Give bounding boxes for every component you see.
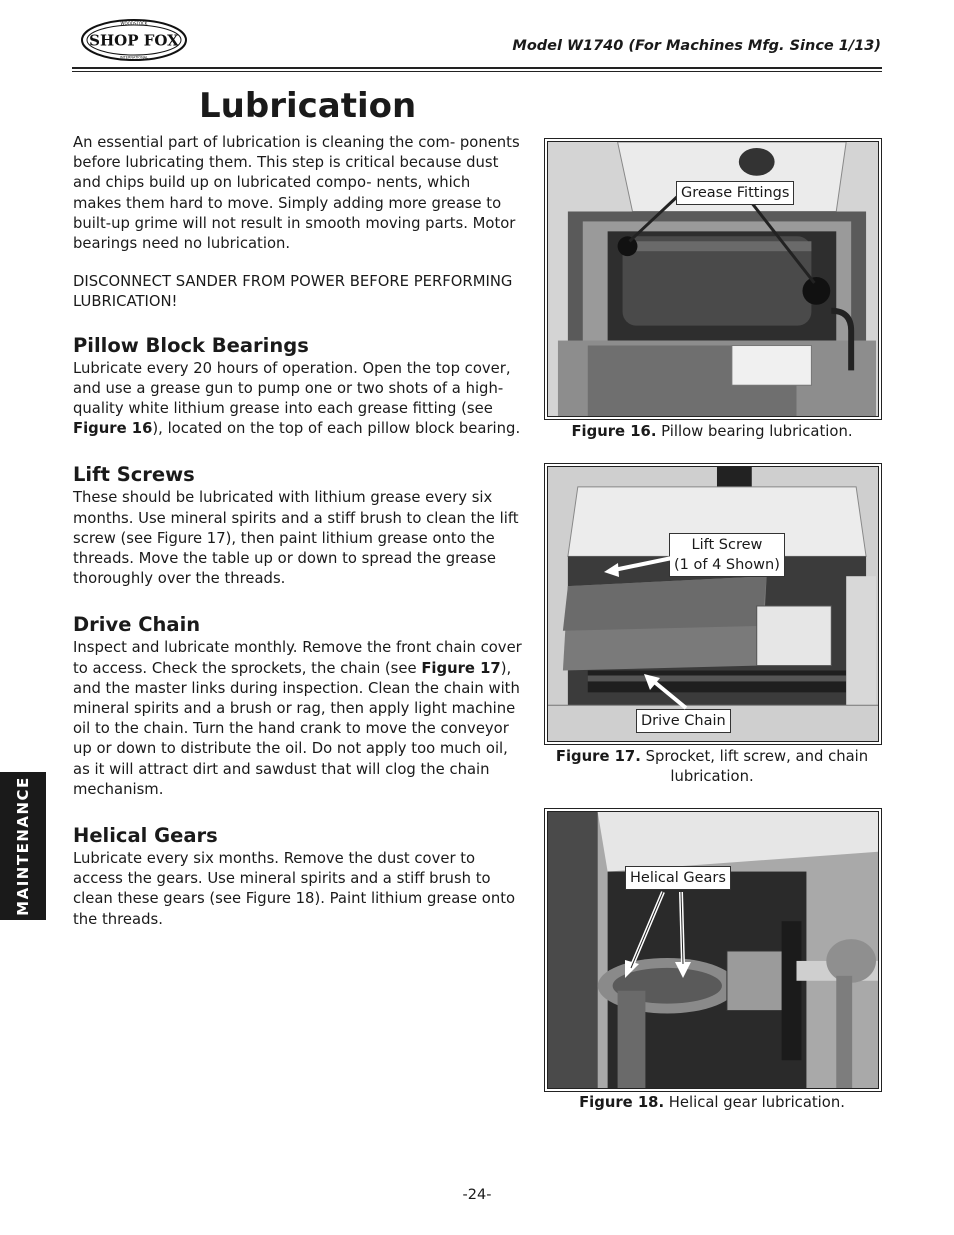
callout-lift-screw xyxy=(669,533,785,577)
callout-lift-screw-line2: (1 of 4 Shown) xyxy=(674,557,780,573)
intro-paragraph: An essential part of lubrication is cleaning the com- ponents before lubricating them. This step is critical because dust and chips build up on lubricated compo- nents, which makes them hard to move. Simply adding more grease to built-up grime will not result in smooth moving parts. Motor bearings need no lubrication. xyxy=(73,134,520,253)
warning-paragraph: DISCONNECT SANDER FROM POWER BEFORE PERFORMING LUBRICATION! xyxy=(73,273,513,311)
chain-heading: Drive Chain xyxy=(73,613,201,637)
callout-grease-fittings: Grease Fittings xyxy=(676,181,794,205)
figure-18-label: Figure 18. xyxy=(579,1094,665,1111)
callout-lift-screw-line1: Lift Screw xyxy=(691,537,763,553)
figure-18-caption-text: Helical gear lubrication. xyxy=(664,1094,845,1111)
helical-gears-arrows xyxy=(615,890,695,980)
chain-text-a: Inspect and lubricate monthly. Remove the front chain cover to access. Check the sprockets, the chain (see xyxy=(73,639,522,677)
logo-ring-bottom: INTERNATIONAL xyxy=(119,55,149,60)
lift-paragraph: These should be lubricated with lithium grease every six months. Use mineral spirits and a stiff brush to clean the lift screw (see Figure 17), then paint lithium grease onto the threads. Move the table up or down to spread the grease thoroughly over the threads. xyxy=(73,489,519,588)
drive-chain-arrow xyxy=(640,670,700,712)
body-column xyxy=(73,133,523,930)
callout-drive-chain: Drive Chain xyxy=(636,709,731,733)
figure-17-caption xyxy=(544,747,880,787)
chain-figure-ref: Figure 17 xyxy=(421,659,501,677)
page-number: -24- xyxy=(462,1187,492,1203)
pillow-figure-ref: Figure 16 xyxy=(73,420,153,438)
chain-paragraph xyxy=(73,638,523,800)
figure-16-label: Figure 16. xyxy=(571,423,657,440)
pillow-text-b: ), located on the top of each pillow block bearing. xyxy=(152,420,521,438)
header-rule xyxy=(72,67,882,69)
callout-helical-gears: Helical Gears xyxy=(625,866,731,890)
chain-text-b: ), and the master links during inspection. Clean the chain with mineral spirits and a brush or rag, then apply light machine oil to the chain. Turn the hand crank to move the conveyor up or down to distribute the oil. Do not apply too much oil, as it will attract dirt and sawdust that will clog the chain mechanism. xyxy=(73,659,520,798)
helical-gear-photo xyxy=(548,812,878,1088)
lift-screw-arrow xyxy=(600,550,680,580)
model-header: Model W1740 (For Machines Mfg. Since 1/13) xyxy=(512,38,881,54)
lift-heading: Lift Screws xyxy=(73,463,195,487)
shop-fox-logo xyxy=(80,18,188,62)
logo-ring-top: WOODSTOCK xyxy=(120,21,148,26)
gears-paragraph: Lubricate every six months. Remove the dust cover to access the gears. Use mineral spirits and a stiff brush to clean these gears (see Figure 18). Paint lithium grease onto the threads. xyxy=(73,850,516,928)
page-title: Lubrication xyxy=(199,86,417,126)
logo-text: SHOP FOX xyxy=(89,31,179,50)
gears-heading: Helical Gears xyxy=(73,824,218,848)
figure-17-photo xyxy=(544,463,882,745)
figure-16-caption xyxy=(544,422,880,442)
section-tab-label: MAINTENANCE xyxy=(14,776,32,916)
figure-17-label: Figure 17. xyxy=(555,748,641,765)
figure-16-caption-text: Pillow bearing lubrication. xyxy=(656,423,853,440)
header-rule-thin xyxy=(72,71,882,72)
pillow-text-a: Lubricate every 20 hours of operation. Open the top cover, and use a grease gun to pump one or two shots of a high-quality white lithium grease into each grease fitting (see xyxy=(73,359,511,418)
figure-17-caption-text: Sprocket, lift screw, and chain lubrication. xyxy=(640,748,869,785)
pillow-heading: Pillow Block Bearings xyxy=(73,333,309,357)
figure-18-photo xyxy=(544,808,882,1092)
sander-front-photo xyxy=(548,467,878,741)
pillow-paragraph xyxy=(73,359,523,440)
figure-18-caption xyxy=(544,1093,880,1113)
section-tab xyxy=(0,772,46,920)
